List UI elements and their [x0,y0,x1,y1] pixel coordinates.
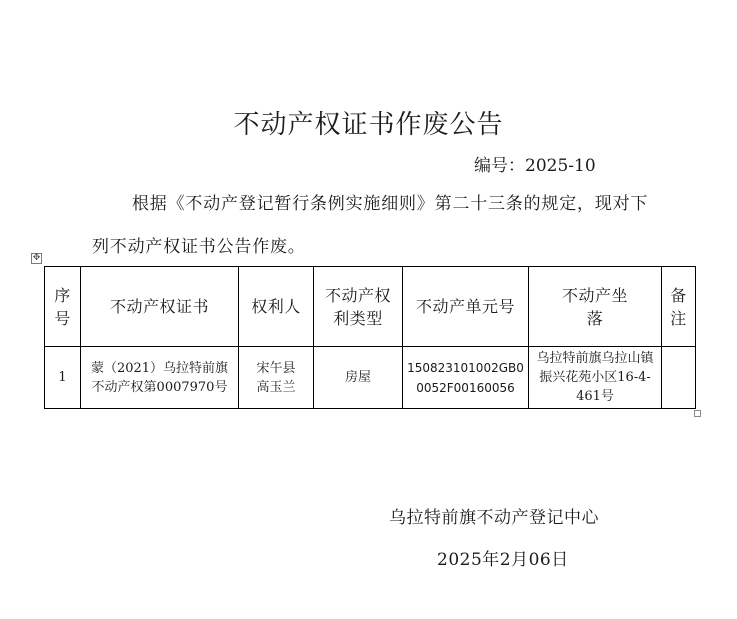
cell-location: 乌拉特前旗乌拉山镇振兴花苑小区16-4-461号 [529,347,662,409]
table-header-row [45,267,696,347]
header-unit-no: 不动产单元号 [403,267,529,347]
cell-holder: 宋午县高玉兰 [239,347,314,409]
body-paragraph-container [92,183,662,269]
document-number: 编号：2025-10 [474,156,596,176]
header-seq: 序号 [45,267,81,347]
header-right-type: 不动产权利类型 [314,267,403,347]
table-resize-handle[interactable] [694,410,701,417]
signature-date: 2025年2月06日 [437,550,569,570]
document-title: 不动产权证书作废公告 [233,110,504,140]
body-paragraph: 根据《不动产登记暂行条例实施细则》第二十三条的规定，现对下列不动产权证书公告作废。 [92,194,649,257]
cell-right-type: 房屋 [314,347,403,409]
header-remarks: 备注 [662,267,696,347]
table-move-handle-icon[interactable]: ✥ [32,253,41,263]
header-location: 不动产坐落 [529,267,662,347]
cell-seq: 1 [45,347,81,409]
header-certificate: 不动产权证书 [81,267,239,347]
cell-certificate: 蒙（2021）乌拉特前旗不动产权第0007970号 [81,347,239,409]
table-row [45,347,696,409]
header-holder: 权利人 [239,267,314,347]
signature-organization: 乌拉特前旗不动产登记中心 [389,508,599,528]
cell-unit-no: 150823101002GB00052F00160056 [403,347,529,409]
void-certificate-table [44,266,696,409]
cell-remarks [662,347,696,409]
